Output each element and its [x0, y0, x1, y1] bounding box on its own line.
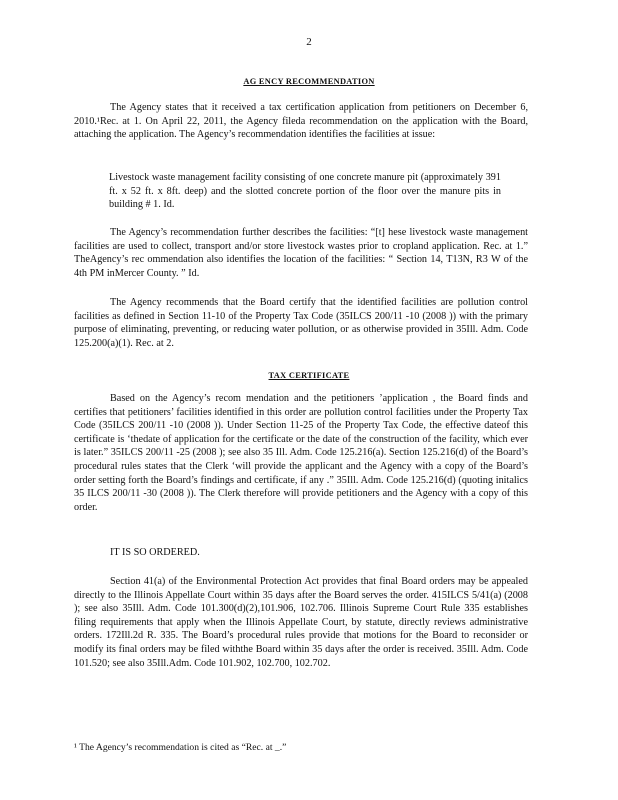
paragraph-3: [74, 296, 528, 350]
paragraph-1-text: The Agency states that it received a tax certification application from petitioners on December 6, 2010.¹Rec. at 1. On April 22, 2011, the Agency fileda recommendation on the application with the Board, attaching the application. The Agency’s recommendation identifies the facilities at issue:: [74, 102, 528, 141]
paragraph-5-text: Section 41(a) of the Environmental Protection Act provides that final Board orders may be appealed directly to the Illinois Appellate Court within 35 days after the Board serves the order. 415ILCS 5/41(a) (2008 ); see also 35Ill. Adm. Code 101.300(d)(2),101.906, 102.706. Illinois Supreme Court Rule 335 establishes filing requirements that apply when the Illinois Appellate Court, by statute, directly reviews administrative orders. 172Ill.2d R. 335. The Board’s procedural rules provide that motions for the Board to reconsider or modify its final orders may be filed withthe Board within 35 days after the order is received. 35Ill. Adm. Code 101.520; see also 35Ill.Adm. Code 101.902, 102.700, 102.702.: [74, 576, 528, 669]
paragraph-5: [74, 575, 528, 670]
paragraph-2: [74, 226, 528, 280]
tax-certificate-heading: TAX CERTIFICATE: [268, 371, 350, 380]
paragraph-1: [74, 101, 528, 142]
so-ordered: IT IS SO ORDERED.: [110, 547, 200, 558]
paragraph-3-text: The Agency recommends that the Board certify that the identified facilities are pollution control facilities as defined in Section 11-10 of the Property Tax Code (35ILCS 200/11 -10 (2008 )) with the primary purpose of eliminating, preventing, or reducing water pollution, or as otherwise provided in 35Ill. Adm. Code 125.200(a)(1). Rec. at 2.: [74, 297, 528, 349]
paragraph-4-text: Based on the Agency’s recom mendation and the petitioners ’application , the Board finds and certifies that petitioners’ facilities identified in this order are pollution control facilities under the Property Tax Code (35ILCS 200/11 -10 (2008 )). Under Section 11-25 of the Property Tax Code, the effective dateof this certificate is ‘thedate of application for the certificate or the date of the construction of the facility, which ever is later.” 35ILCS 200/11 -25 (2008 ); see also 35 Ill. Adm. Code 125.216(a). Section 125.216(d) of the Board’s procedural rules states that the Clerk ‘will provide the applicant and the Agency with a copy of the Board’s order setting forth the Board’s findings and certificate, if any .” 35Ill. Adm. Code 125.216(d) (quoting initalics 35 ILCS 200/11 -30 (2008 )). The Clerk therefore will provide petitioners and the Agency with a copy of this order.: [74, 393, 528, 513]
facility-quote: [109, 171, 501, 212]
facility-quote-text: Livestock waste management facility consisting of one concrete manure pit (approximately 391 ft. x 52 ft. x 8ft. deep) and the slotted concrete portion of the floor over the manure pits in building # 1. Id.: [109, 172, 501, 211]
paragraph-2-text: The Agency’s recommendation further describes the facilities: “[t] hese livestock waste management facilities are used to collect, transport and/or store livestock wastes prior to cropland application. Rec. at 1.” TheAgency’s rec ommendation also identifies the location of the facilities: “ Section 14, T13N, R3 W of the 4th PM inMercer County. ” Id.: [74, 227, 528, 279]
agency-recommendation-heading: AG ENCY RECOMMENDATION: [243, 77, 375, 86]
page-number: 2: [306, 36, 312, 48]
paragraph-4: [74, 392, 528, 514]
footnote: ¹ The Agency’s recommendation is cited as “Rec. at _.”: [74, 742, 287, 753]
